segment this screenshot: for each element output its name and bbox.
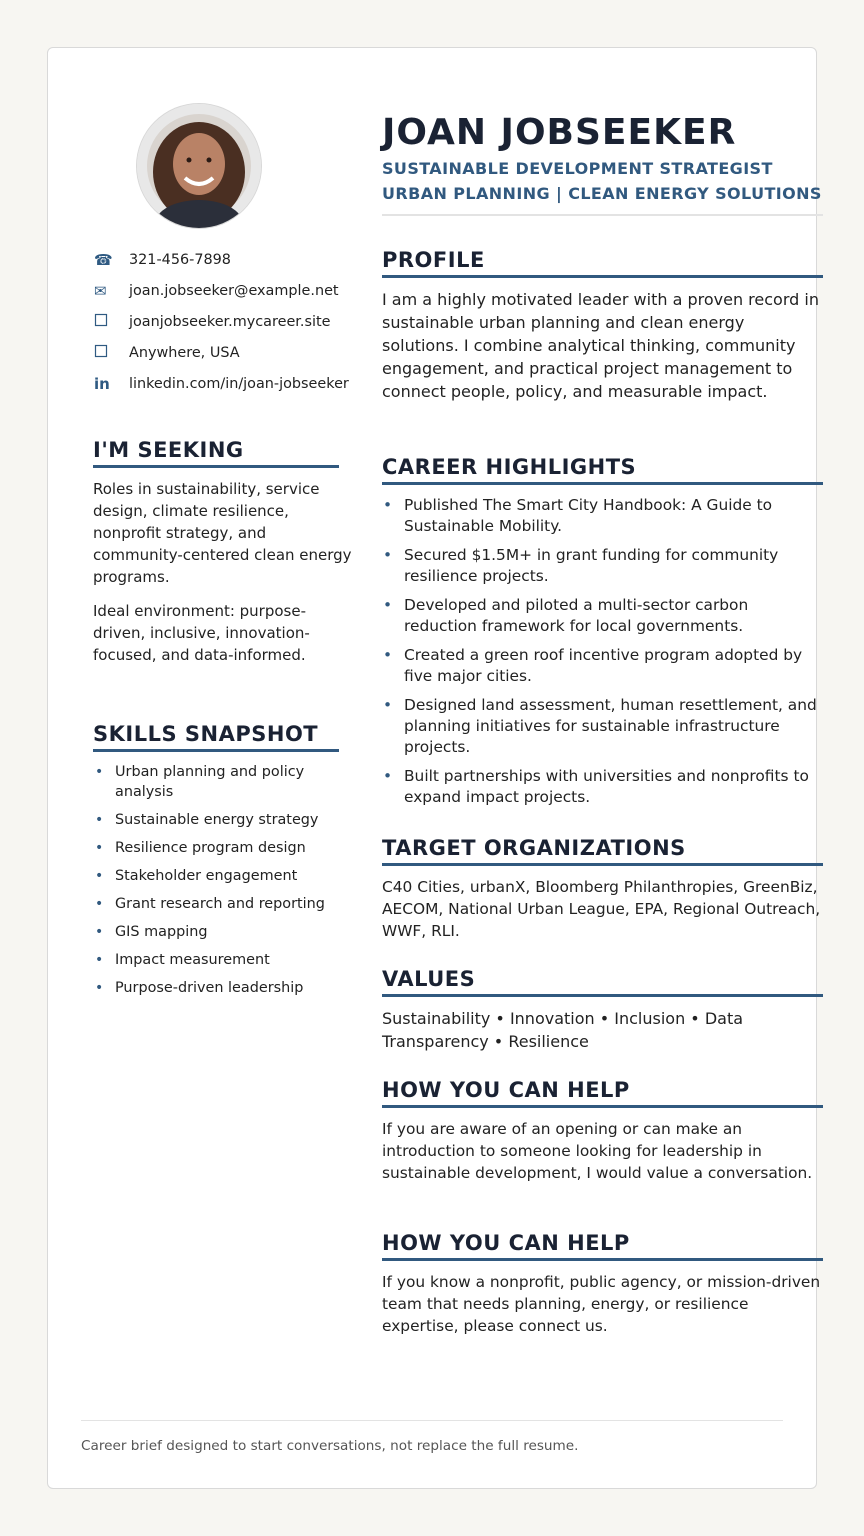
skills-heading: SKILLS SNAPSHOT (93, 722, 339, 752)
list-item: • Purpose-driven leadership (93, 978, 355, 998)
targets-heading: TARGET ORGANIZATIONS (382, 836, 823, 866)
globe-icon (93, 313, 129, 331)
website-link[interactable]: joanjobseeker.mycareer.site (129, 313, 331, 330)
help-section-2 (382, 1231, 823, 1337)
phone-number: 321-456-7898 (129, 251, 231, 268)
profile-section (382, 248, 823, 403)
list-item: • Built partnerships with universities and nonprofits to expand impact projects. (382, 766, 823, 808)
linkedin-link[interactable]: linkedin.com/in/joan-jobseeker (129, 375, 349, 392)
avatar (137, 104, 261, 228)
linkedin-icon: in (94, 374, 110, 393)
values-section (382, 967, 823, 1053)
highlights-list (382, 495, 823, 808)
list-item: • Published The Smart City Handbook: A Guide to Sustainable Mobility. (382, 495, 823, 537)
skills-section (93, 722, 355, 1006)
skills-list (93, 762, 355, 998)
contact-phone (93, 244, 373, 275)
email-link[interactable]: joan.jobseeker@example.net (129, 282, 339, 299)
targets-section (382, 836, 823, 942)
mail-icon: ✉ (94, 281, 107, 300)
phone-icon: ☎ (94, 250, 113, 269)
job-title-line1: SUSTAINABLE DEVELOPMENT STRATEGIST (382, 159, 773, 178)
seeking-section (93, 438, 355, 666)
header-divider (382, 214, 823, 216)
list-item: • Stakeholder engagement (93, 866, 355, 886)
help-text-2: If you know a nonprofit, public agency, or mission-driven team that needs planning, energy, or resilience expertise, please connect us. (382, 1273, 821, 1335)
list-item: • Resilience program design (93, 838, 355, 858)
highlights-heading: CAREER HIGHLIGHTS (382, 455, 823, 485)
list-item: • Secured $1.5M+ in grant funding for community resilience projects. (382, 545, 823, 587)
list-item: • Created a green roof incentive program adopted by five major cities. (382, 645, 823, 687)
targets-text: C40 Cities, urbanX, Bloomberg Philanthropies, GreenBiz, AECOM, National Urban League, EPA, Regional Outreach, WWF, RLI. (382, 878, 821, 940)
profile-text: I am a highly motivated leader with a proven record in sustainable urban planning and clean energy solutions. I combine analytical thinking, community engagement, and practical project management to connect people, policy, and measurable impact. (382, 290, 819, 401)
seeking-heading: I'M SEEKING (93, 438, 339, 468)
page-title: JOAN JOBSEEKER (382, 112, 737, 153)
seeking-paragraph: Roles in sustainability, service design, climate resilience, nonprofit strategy, and community-centered clean energy programs. (93, 480, 352, 586)
help-heading-1: HOW YOU CAN HELP (382, 1078, 823, 1108)
contact-email (93, 275, 373, 306)
contact-website (93, 306, 373, 337)
help-heading-2: HOW YOU CAN HELP (382, 1231, 823, 1261)
values-text: Sustainability • Innovation • Inclusion • Data Transparency • Resilience (382, 1009, 744, 1051)
list-item: • Impact measurement (93, 950, 355, 970)
list-item: • Designed land assessment, human resettlement, and planning initiatives for sustainable infrastructure projects. (382, 695, 823, 758)
contact-linkedin (93, 368, 373, 399)
job-title-line2: URBAN PLANNING | CLEAN ENERGY SOLUTIONS (382, 184, 822, 203)
list-item: • Sustainable energy strategy (93, 810, 355, 830)
contact-location (93, 337, 373, 368)
location-text: Anywhere, USA (129, 344, 240, 361)
highlights-section (382, 455, 823, 816)
list-item: • Developed and piloted a multi-sector carbon reduction framework for local governments. (382, 595, 823, 637)
list-item: • Urban planning and policy analysis (93, 762, 355, 802)
list-item: • GIS mapping (93, 922, 355, 942)
contact-list (93, 244, 373, 399)
seeking-environment: Ideal environment: purpose-driven, inclusive, innovation-focused, and data-informed. (93, 602, 310, 664)
career-brief-card (47, 47, 822, 1489)
footer-note: Career brief designed to start conversations, not replace the full resume. (81, 1438, 579, 1454)
job-title (382, 156, 822, 206)
list-item: • Grant research and reporting (93, 894, 355, 914)
profile-heading: PROFILE (382, 248, 823, 278)
footer-divider (81, 1420, 783, 1421)
help-section-1 (382, 1078, 823, 1184)
values-heading: VALUES (382, 967, 823, 997)
location-icon (93, 344, 129, 362)
help-text-1: If you are aware of an opening or can make an introduction to someone looking for leadership in sustainable development, I would value a conversation. (382, 1120, 813, 1182)
avatar-photo (137, 104, 261, 228)
